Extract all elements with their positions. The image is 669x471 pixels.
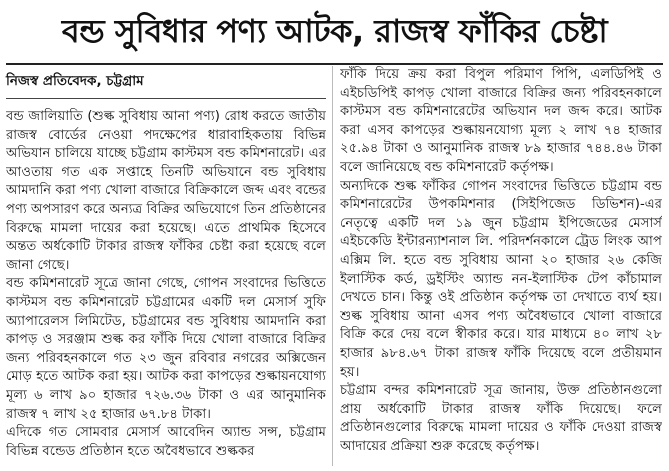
left-column (6, 108, 326, 468)
paragraph: চট্টগ্রাম বন্দর কমিশনারেট সূত্র জানায়, উক্ত প্রতিষ্ঠানগুলো প্রায় অর্ধকোটি টাকার রাজস্ব ফাঁকি দিয়েছে। ফলে প্রতিষ্ঠানগুলোর বিরুদ্ধে মামলা দায়ের ও ফাঁকি দেওয়া রাজস্ব আদায়ের প্রক্রিয়া শুরু করেছে কর্তৃপক্ষ। (340, 383, 662, 454)
byline-rule (6, 98, 326, 99)
headline-rule (6, 63, 663, 65)
headline: বন্ড সুবিধার পণ্য আটক, রাজস্ব ফাঁকির চেষ্টা (61, 12, 608, 50)
right-column (340, 66, 662, 468)
paragraph: ফাঁকি দিয়ে ক্রয় করা বিপুল পরিমাণ পিপি, এলডিপিই ও এইচডিপিই কাপড় খোলা বাজারে বিক্রির জন্য পরিবহনকালে কাস্টমস বন্ড কমিশনারেটের অভিযান দল জব্দ করে। আটক করা এসব কাপড়ের শুল্কায়নযোগ্য মূল্য ২ লাখ ৭৪ হাজার ২৫.৯৪ টাকা ও আনুমানিক রাজস্ব ৮৯ হাজার ৭৪৪.৪৬ টাকা বলে জানিয়েছে বন্ড কমিশনারেট কর্তৃপক্ষ। (340, 67, 662, 175)
paragraph: এদিকে গত সোমবার মেসার্স আবেদিন অ্যান্ড সন্স, চট্টগ্রাম বিভিন্ন বন্ডেড প্রতিষ্ঠান হতে অবৈধভাবে শুল্ককর (6, 425, 326, 459)
byline: নিজস্ব প্রতিবেদক, চট্টগ্রাম (6, 73, 144, 89)
paragraph: অন্যদিকে শুল্ক ফাঁকির গোপন সংবাদের ভিত্তিতে চট্টগ্রাম বন্ড কমিশনারেটের উপকমিশনার (সিইপিজেড ডিভিশন)-এর নেতৃত্বে একটি দল ১৯ জুন চট্টগ্রাম ইপিজেডের মেসার্স এইচকেডি ইন্টারন্যাশনাল লি. পরিদর্শনকালে ট্রেড লিংক আপ এক্সিম লি. হতে বন্ড সুবিধায় আনা ২০ হাজার ২৬ কেজি ইলাস্টিক কর্ড, ড্রইস্টিং অ্যান্ড নন-ইলাস্টিক টেপ কাঁচামাল দেখতে চান। কিন্তু ওই প্রতিষ্ঠান কর্তৃপক্ষ তা দেখাতে ব্যর্থ হয়। শুল্ক সুবিধায় আনা এসব পণ্য অবৈধভাবে খোলা বাজারে বিক্রি করে দেয় বলে স্বীকার করে। যার মাধ্যমে ৪০ লাখ ২৮ হাজার ৯৮৪.৬৭ টাকা রাজস্ব ফাঁকি দিয়েছে বলে প্রতীয়মান হয়। (340, 178, 662, 380)
paragraph: বন্ড কমিশনারেট সূত্রে জানা গেছে, গোপন সংবাদের ভিত্তিতে কাস্টমস বন্ড কমিশনারেট চট্টগ্রামের একটি দল মেসার্স সুফি অ্যাপারেলস লিমিটেড, চট্টগ্রামের বন্ড সুবিধায় আমদানি করা কাপড় ও সরঞ্জাম শুল্ক কর ফাঁকি দিয়ে খোলা বাজারে বিক্রির জন্য পরিবহনকালে গত ২৩ জুন রবিবার নগরের অক্সিজেন মোড় হতে আটক করা হয়। আটক করা কাপড়ের শুল্কায়নযোগ্য মূল্য ৬ লাখ ৯০ হাজার ৭২৬.৩৬ টাকা ও এর আনুমানিক রাজস্ব ৭ লাখ ২৫ হাজার ৬৭.৮৪ টাকা। (6, 276, 326, 422)
paragraph: বন্ড জালিয়াতি (শুল্ক সুবিধায় আনা পণ্য) রোধ করতে জাতীয় রাজস্ব বোর্ডের নেওয়া পদক্ষেপের ধারাবাহিকতায় বিভিন্ন অভিযান চালিয়ে যাচ্ছে চট্টগ্রাম কাস্টমস বন্ড কমিশনারেট। এর আওতায় গত এক সপ্তাহে তিনটি অভিযানে বন্ড সুবিধায় আমদানি করা পণ্য খোলা বাজারে বিক্রিকালে জব্দ এবং বন্ডের পণ্য অপসারণ করে অন্যত্র বিক্রির অভিযোগে তিন প্রতিষ্ঠানের বিরুদ্ধে মামলা দায়ের করা হয়েছে। এতে প্রাথমিক হিসেবে অন্তত অর্ধকোটি টাকার রাজস্ব ফাঁকির চেষ্টা করা হয়েছে বলে জানা গেছে। (6, 109, 326, 273)
column-divider (332, 66, 333, 466)
